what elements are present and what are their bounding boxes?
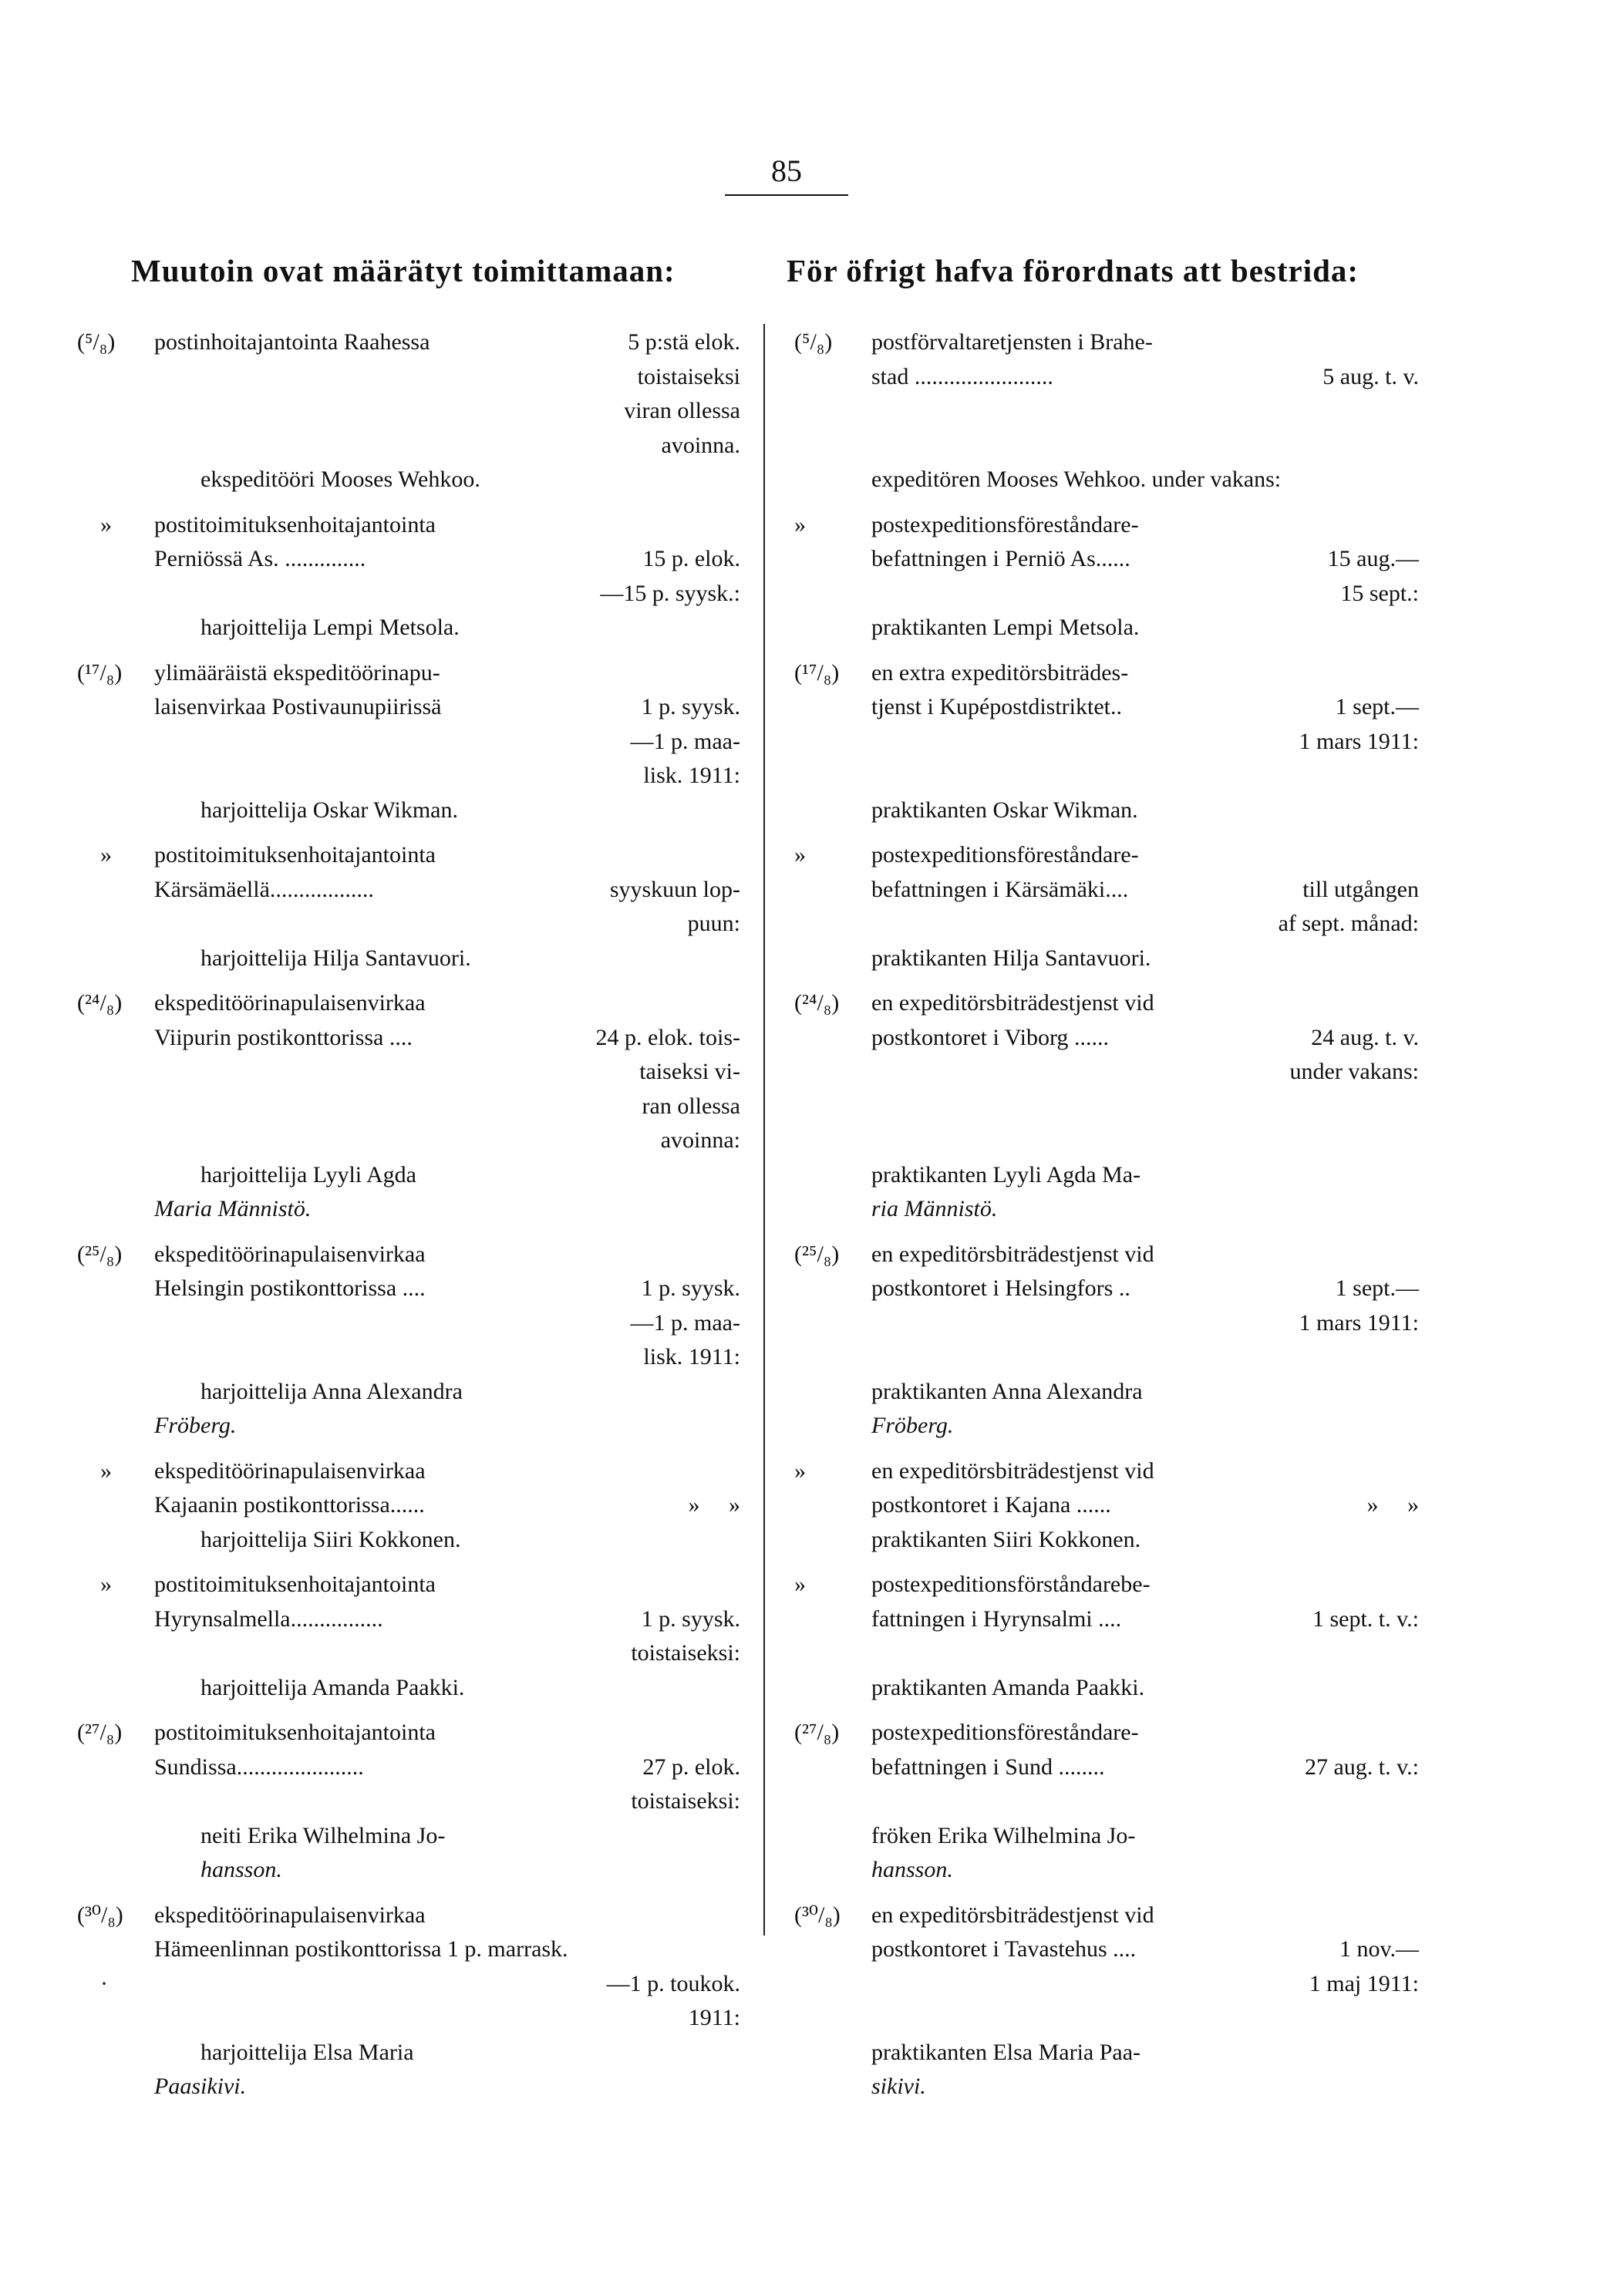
list-item <box>794 325 1565 497</box>
office-text: Helsingin postikonttorissa <box>154 1275 397 1301</box>
appointee-text: harjoittelija Elsa Maria <box>200 2039 414 2065</box>
leader-dots: ........................ <box>914 363 1053 389</box>
period-text: 15 sept.: <box>1340 580 1419 606</box>
period-text: af sept. månad: <box>1278 911 1419 936</box>
office-text: en expeditörsbiträdestjenst vid <box>871 1457 1154 1484</box>
list-item <box>794 1716 1565 1888</box>
period-text: » » <box>1366 1492 1419 1518</box>
office-text: Kajaanin postikonttorissa <box>154 1492 390 1518</box>
appointee-text: hansson. <box>200 1857 282 1882</box>
leader-dots: .... <box>402 1275 426 1301</box>
period-text: syyskuun lop- <box>609 876 740 902</box>
appointee-text: ria Männistö. <box>871 1196 998 1221</box>
list-item <box>794 1238 1565 1444</box>
appointee-text: harjoittelija Hilja Santavuori. <box>200 945 471 971</box>
office-text: ekspeditöörinapulaisenvirkaa <box>154 1241 426 1267</box>
heading-finnish: Muutoin ovat määrätyt toimittamaan: <box>131 253 676 288</box>
office-text: ekspeditöörinapulaisenvirkaa <box>154 990 426 1016</box>
list-item <box>77 325 740 497</box>
list-item <box>794 838 1565 975</box>
office-text: postkontoret i Tavastehus <box>871 1936 1107 1962</box>
appointee-text: harjoittelija Anna Alexandra <box>200 1378 463 1404</box>
period-text: lisk. 1911: <box>643 1344 740 1370</box>
appointee-text: Paasikivi. <box>154 2074 247 2099</box>
leader-dots: ................ <box>290 1605 383 1632</box>
list-item <box>794 986 1565 1227</box>
period-text: 1 p. syysk. <box>641 1605 740 1632</box>
ditto-mark: » <box>794 842 806 868</box>
leader-dots: .. <box>1118 1275 1130 1301</box>
period-text: 1 maj 1911: <box>1309 1970 1419 1996</box>
period-text: —1 p. toukok. <box>606 1970 740 1996</box>
period-text: 5 p:stä elok. <box>628 329 740 355</box>
period-text: toistaiseksi: <box>631 1640 740 1666</box>
office-text: Viipurin postikonttorissa <box>154 1024 384 1050</box>
period-text: 27 aug. t. v.: <box>1304 1754 1419 1780</box>
office-text: postexpeditionsföreståndare- <box>871 511 1139 537</box>
period-text: 1 sept. t. v.: <box>1312 1605 1419 1632</box>
list-item <box>77 1898 740 2104</box>
appointee-text: praktikanten Oskar Wikman. <box>871 797 1138 823</box>
office-text: postkontoret i Viborg <box>871 1024 1069 1050</box>
stray-dot: · <box>100 1970 108 1996</box>
office-text: postitoimituksenhoitajantointa <box>154 1720 436 1745</box>
office-text: postkontoret i Kajana <box>871 1492 1071 1518</box>
period-text: till utgången <box>1302 876 1419 902</box>
period-text: avoinna: <box>660 1127 740 1153</box>
entry-date: (²⁵/₈) <box>794 1241 840 1267</box>
appointee-text: Fröberg. <box>154 1413 237 1438</box>
appointee-text: neiti Erika Wilhelmina Jo- <box>200 1822 446 1848</box>
column-divider <box>763 324 765 1936</box>
office-text: en expeditörsbiträdestjenst vid <box>871 1241 1154 1267</box>
leader-dots: .... <box>1113 1936 1137 1962</box>
period-text: 1 sept.— <box>1335 694 1419 719</box>
office-text: en extra expeditörsbiträdes- <box>871 659 1129 686</box>
office-text: befattningen i Kärsämäki <box>871 876 1106 902</box>
entry-date: (²⁵/₈) <box>77 1241 123 1267</box>
period-text: 1 p. syysk. <box>641 1275 740 1301</box>
appointee-text: fröken Erika Wilhelmina Jo- <box>871 1822 1136 1848</box>
entry-date: (²⁴/₈) <box>77 990 123 1016</box>
office-text: ekspeditöörinapulaisenvirkaa <box>154 1902 426 1928</box>
period-text: 15 aug.— <box>1327 546 1419 571</box>
office-text: stad <box>871 363 909 389</box>
period-text: 27 p. elok. <box>642 1754 740 1780</box>
appointee-text: hansson. <box>871 1857 953 1882</box>
entry-date: (⁵/₈) <box>77 329 116 355</box>
office-text: laisenvirkaa Postivaunupiirissä <box>154 694 442 719</box>
period-text: 5 aug. t. v. <box>1322 363 1419 389</box>
entry-date: (²⁷/₈) <box>77 1720 123 1745</box>
period-text: 24 p. elok. tois- <box>595 1024 740 1050</box>
appointee-text: harjoittelija Oskar Wikman. <box>200 797 458 823</box>
ditto-mark: » <box>794 1572 806 1597</box>
period-text: 1 p. syysk. <box>641 694 740 719</box>
leader-dots: .. <box>1110 694 1122 719</box>
ditto-mark: » <box>794 511 806 537</box>
list-item <box>77 838 740 975</box>
leader-dots: .................. <box>269 876 374 902</box>
leader-dots: ...................... <box>236 1754 364 1780</box>
list-item <box>77 986 740 1227</box>
ditto-mark: » <box>100 1457 112 1484</box>
place-text: Hyrynsalmella <box>154 1605 291 1632</box>
office-text: postinhoitajantointa Raahessa <box>154 329 430 355</box>
entry-date: (⁵/₈) <box>794 329 833 355</box>
office-text: postitoimituksenhoitajantointa <box>154 511 436 537</box>
ditto-mark: » <box>100 511 112 537</box>
period-text: avoinna. <box>661 432 740 458</box>
ditto-mark: » <box>794 1457 806 1484</box>
office-text: Hämeenlinnan postikonttorissa 1 p. marrask. <box>154 1936 568 1962</box>
ditto-mark: » <box>100 842 112 868</box>
list-item <box>794 656 1565 828</box>
heading-swedish: För öfrigt hafva förordnats att bestrida: <box>787 253 1360 288</box>
period-text: —1 p. maa- <box>630 1309 740 1336</box>
list-item <box>77 1568 740 1705</box>
swedish-column <box>794 325 1565 2115</box>
place-text: Perniössä As. <box>154 546 279 571</box>
list-item <box>794 1898 1565 2104</box>
appointee-text: harjoittelija Amanda Paakki. <box>200 1674 465 1700</box>
appointee-text: praktikanten Lempi Metsola. <box>871 615 1140 640</box>
period-text: ran ollessa <box>642 1093 740 1119</box>
list-item <box>77 1454 740 1558</box>
list-item <box>77 508 740 645</box>
office-text: postexpeditionsföreståndare- <box>871 1720 1139 1745</box>
leader-dots: ..... <box>1101 546 1130 571</box>
appointee-text: Fröberg. <box>871 1413 954 1438</box>
list-item <box>77 1238 740 1444</box>
office-text: postitoimituksenhoitajantointa <box>154 842 436 868</box>
entry-date: (³⁰/₈) <box>794 1902 841 1928</box>
period-text: —1 p. maa- <box>630 728 740 754</box>
appointee-text: sikivi. <box>871 2074 926 2099</box>
leader-dots: .............. <box>285 546 366 571</box>
appointee-text: harjoittelija Siiri Kokkonen. <box>200 1526 461 1552</box>
appointee-text: praktikanten Anna Alexandra <box>871 1378 1143 1404</box>
list-item <box>794 508 1565 645</box>
appointee-text: praktikanten Elsa Maria Paa- <box>871 2039 1141 2065</box>
leader-dots: ........ <box>1058 1754 1105 1780</box>
list-item <box>794 1568 1565 1705</box>
appointee-text: harjoittelija Lempi Metsola. <box>200 615 460 640</box>
office-text: befattningen i Sund <box>871 1754 1053 1780</box>
period-text: 15 p. elok. <box>642 546 740 571</box>
period-text: toistaiseksi: <box>631 1788 740 1814</box>
appointee-text: praktikanten Siiri Kokkonen. <box>871 1526 1141 1552</box>
appointee-text: harjoittelija Lyyli Agda <box>200 1161 416 1188</box>
office-text: fattningen i Hyrynsalmi <box>871 1605 1093 1632</box>
period-text: toistaiseksi <box>637 363 740 389</box>
appointee-text: praktikanten Hilja Santavuori. <box>871 945 1151 971</box>
list-item <box>794 1454 1565 1558</box>
list-item <box>77 1716 740 1888</box>
period-text: —15 p. syysk.: <box>600 580 740 606</box>
period-text: 1 sept.— <box>1335 1275 1419 1301</box>
office-text: postkontoret i Helsingfors <box>871 1275 1114 1301</box>
office-text: postitoimituksenhoitajantointa <box>154 1572 436 1597</box>
ditto-mark: » <box>100 1572 112 1597</box>
appointee-text: Maria Männistö. <box>154 1196 312 1221</box>
period-text: 24 aug. t. v. <box>1311 1024 1419 1050</box>
appointee-text: expeditören Mooses Wehkoo. under vakans: <box>871 467 1282 492</box>
appointee-text: ekspeditööri Mooses Wehkoo. <box>200 467 480 492</box>
period-text: under vakans: <box>1289 1059 1419 1084</box>
appointee-text: praktikanten Amanda Paakki. <box>871 1674 1145 1700</box>
office-text: postexpeditionsföreståndare- <box>871 842 1139 868</box>
entry-date: (¹⁷/₈) <box>794 659 840 686</box>
period-text: 1 mars 1911: <box>1299 728 1419 754</box>
office-text: postförvaltaretjensten i Brahe- <box>871 329 1153 355</box>
place-text: Sundissa <box>154 1754 237 1780</box>
office-text: ylimääräistä ekspeditöörinapu- <box>154 659 440 686</box>
period-text: taiseksi vi- <box>639 1059 740 1084</box>
office-text: en expeditörsbiträdestjenst vid <box>871 990 1154 1016</box>
leader-dots: .... <box>1105 876 1129 902</box>
office-text: ekspeditöörinapulaisenvirkaa <box>154 1457 426 1484</box>
list-item <box>77 656 740 828</box>
period-text: » » <box>688 1492 740 1518</box>
entry-date: (²⁷/₈) <box>794 1720 840 1745</box>
leader-dots: ...... <box>1073 1024 1109 1050</box>
office-text: en expeditörsbiträdestjenst vid <box>871 1902 1154 1928</box>
period-text: 1911: <box>688 2005 740 2030</box>
entry-date: (²⁴/₈) <box>794 990 840 1016</box>
appointee-text: praktikanten Lyyli Agda Ma- <box>871 1161 1141 1188</box>
page-number-rule <box>725 194 848 196</box>
leader-dots: .... <box>389 1024 413 1050</box>
period-text: lisk. 1911: <box>643 763 740 788</box>
leader-dots: ...... <box>389 1492 425 1518</box>
period-text: 1 nov.— <box>1339 1936 1419 1962</box>
page-number: 85 <box>771 153 802 188</box>
leader-dots: .... <box>1098 1605 1122 1632</box>
finnish-column <box>77 325 740 2115</box>
entry-date: (¹⁷/₈) <box>77 659 123 686</box>
office-text: befattningen i Perniö As. <box>871 546 1102 571</box>
office-text: tjenst i Kupépostdistriktet <box>871 694 1110 719</box>
entry-date: (³⁰/₈) <box>77 1902 123 1928</box>
office-text: postexpeditionsförståndarebe- <box>871 1572 1151 1597</box>
period-text: puun: <box>687 911 740 936</box>
place-text: Kärsämäellä <box>154 876 270 902</box>
period-text: 1 mars 1911: <box>1299 1309 1419 1336</box>
period-text: viran ollessa <box>624 398 740 423</box>
leader-dots: ...... <box>1076 1492 1111 1518</box>
